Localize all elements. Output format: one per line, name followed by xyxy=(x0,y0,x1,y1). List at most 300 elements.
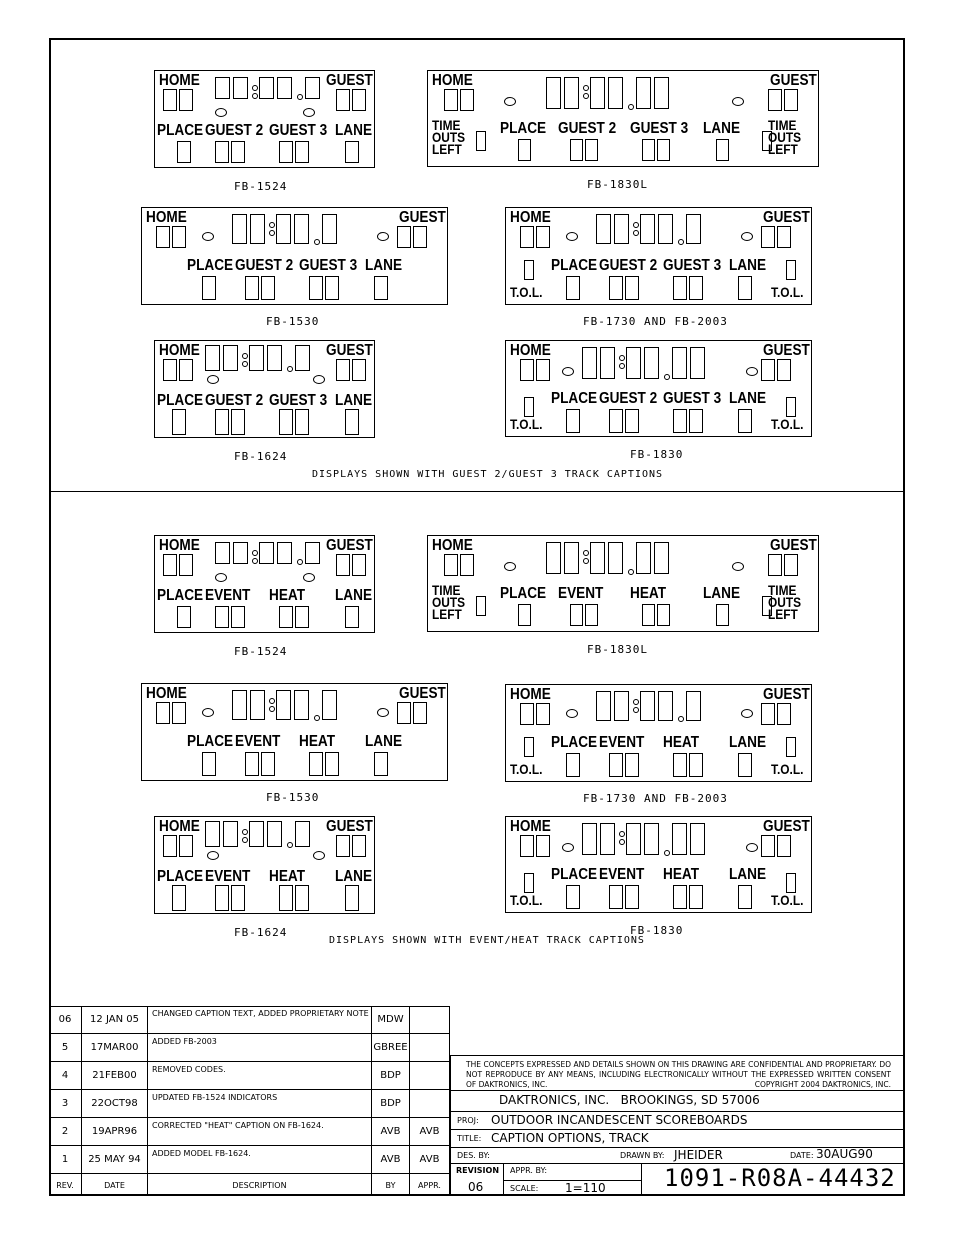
revision-date-cell xyxy=(82,1034,148,1061)
drawn-by-label: DRAWN BY: xyxy=(620,1151,665,1160)
rule xyxy=(450,1111,905,1112)
digit xyxy=(600,823,615,855)
tol-caption-right: T.O.L. xyxy=(771,892,804,908)
digit xyxy=(686,691,701,721)
project-name: OUTDOOR INCANDESCENT SCOREBOARDS xyxy=(491,1113,748,1127)
possession-indicator-icon xyxy=(202,232,214,241)
digit xyxy=(524,260,534,280)
proj-label: PROJ: xyxy=(457,1116,479,1125)
scoreboard xyxy=(427,535,819,632)
digit xyxy=(609,885,623,909)
model-label: FB-1524 xyxy=(234,645,288,658)
guest-caption: GUEST xyxy=(326,342,373,359)
track-caption: HEAT xyxy=(630,585,667,602)
digit xyxy=(644,823,659,855)
guest-caption: GUEST xyxy=(399,209,446,226)
digit xyxy=(205,821,220,847)
scale-label: SCALE: xyxy=(510,1184,539,1193)
revision-date-cell xyxy=(82,1118,148,1145)
revision-rev-cell xyxy=(49,1118,82,1145)
digit xyxy=(295,409,309,435)
digit xyxy=(524,397,534,417)
digit xyxy=(625,276,639,300)
digit xyxy=(215,409,229,435)
colon-dot xyxy=(583,93,589,99)
digit xyxy=(309,276,323,300)
home-caption: HOME xyxy=(510,209,551,226)
model-label: FB-1524 xyxy=(234,180,288,193)
digit xyxy=(582,823,597,855)
tol-caption-left: T.O.L. xyxy=(510,416,543,432)
revision-rev: 2 xyxy=(61,1126,69,1137)
colon-dot xyxy=(633,699,639,705)
revision-header-by xyxy=(372,1174,410,1196)
tol-caption-left: T.O.L. xyxy=(510,284,543,300)
possession-indicator-icon xyxy=(566,232,578,241)
revision-rev-cell xyxy=(49,1090,82,1117)
revision-rev: 4 xyxy=(61,1070,69,1081)
digit xyxy=(345,606,359,628)
digit xyxy=(345,409,359,435)
model-label: FB-1830 xyxy=(630,448,684,461)
possession-indicator-icon xyxy=(303,573,315,582)
model-label: FB-1530 xyxy=(266,791,320,804)
digit xyxy=(761,703,775,725)
digit xyxy=(267,821,282,847)
digit xyxy=(520,703,534,725)
digit xyxy=(609,276,623,300)
digit xyxy=(738,409,752,433)
track-caption: GUEST 3 xyxy=(269,122,328,139)
home-caption: HOME xyxy=(146,209,187,226)
possession-indicator-icon xyxy=(207,851,219,860)
scoreboard xyxy=(154,816,375,914)
digit xyxy=(570,604,583,626)
title-label: TITLE: xyxy=(457,1134,482,1143)
digit xyxy=(215,77,230,99)
tol-caption-right: T.O.L. xyxy=(771,761,804,777)
digit xyxy=(259,542,274,564)
revision-by: BDP xyxy=(380,1070,401,1081)
digit xyxy=(716,139,729,161)
track-caption: PLACE xyxy=(157,122,204,139)
section-divider xyxy=(49,491,905,492)
track-caption: LANE xyxy=(703,585,741,602)
digit xyxy=(654,77,669,109)
revision-description: ADDED FB-2003 xyxy=(152,1037,217,1046)
revision-header-appr xyxy=(410,1174,450,1196)
home-caption: HOME xyxy=(432,72,473,89)
revision-date: 17MAR00 xyxy=(90,1042,139,1053)
track-caption: HEAT xyxy=(663,734,700,751)
track-caption: LANE xyxy=(729,866,767,883)
digit xyxy=(768,554,782,576)
revision-header-label: REV. xyxy=(56,1180,74,1190)
track-caption: HEAT xyxy=(299,733,336,750)
digit xyxy=(686,214,701,244)
digit xyxy=(657,604,670,626)
guest-caption: GUEST xyxy=(763,686,810,703)
model-label: FB-1624 xyxy=(234,926,288,939)
revision-label: REVISION xyxy=(456,1166,500,1175)
digit xyxy=(295,821,310,847)
digit xyxy=(460,554,474,576)
guest-caption: GUEST xyxy=(763,209,810,226)
digit xyxy=(295,345,310,371)
track-caption: PLACE xyxy=(187,733,234,750)
track-caption: PLACE xyxy=(551,390,598,407)
digit xyxy=(642,604,655,626)
revision-rev: 06 xyxy=(58,1014,72,1025)
digit xyxy=(761,835,775,857)
digit xyxy=(295,885,309,911)
digit xyxy=(625,885,639,909)
guest-caption: GUEST xyxy=(326,537,373,554)
digit xyxy=(784,89,798,111)
track-caption: HEAT xyxy=(663,866,700,883)
confidential-notice xyxy=(466,1060,891,1090)
digit xyxy=(325,752,339,776)
guest-caption: GUEST xyxy=(770,72,817,89)
colon-dot xyxy=(242,837,248,843)
digit xyxy=(336,359,350,381)
digit xyxy=(245,276,259,300)
revision-header-label: APPR. xyxy=(418,1180,441,1190)
digit xyxy=(179,89,193,111)
digit xyxy=(636,77,651,109)
revision-date-cell xyxy=(82,1006,148,1033)
revision-by: BDP xyxy=(380,1098,401,1109)
track-caption: PLACE xyxy=(551,257,598,274)
home-caption: HOME xyxy=(510,686,551,703)
digit xyxy=(352,554,366,576)
track-caption: GUEST 2 xyxy=(205,392,264,409)
revision-appr: AVB xyxy=(419,1126,440,1137)
revision-description-cell xyxy=(148,1090,372,1117)
colon-dot xyxy=(297,94,303,100)
revision-appr-cell xyxy=(410,1146,450,1173)
digit xyxy=(277,542,292,564)
home-caption: HOME xyxy=(146,685,187,702)
digit xyxy=(336,554,350,576)
digit xyxy=(305,542,320,564)
possession-indicator-icon xyxy=(215,573,227,582)
digit xyxy=(163,554,177,576)
possession-indicator-icon xyxy=(504,562,516,571)
digit xyxy=(608,542,623,574)
digit xyxy=(689,885,703,909)
track-caption: LANE xyxy=(729,390,767,407)
track-caption: LANE xyxy=(335,868,373,885)
revision-header-rev xyxy=(49,1174,82,1196)
digit xyxy=(231,141,245,163)
colon-dot xyxy=(583,550,589,556)
scale-value: 1=110 xyxy=(565,1181,606,1195)
revision-by-cell xyxy=(372,1006,410,1033)
digit xyxy=(657,139,670,161)
scoreboard xyxy=(141,683,448,781)
revision-description-cell xyxy=(148,1146,372,1173)
revision-header-label: DESCRIPTION xyxy=(232,1180,287,1190)
bottom-section-caption: DISPLAYS SHOWN WITH EVENT/HEAT TRACK CAPTIONS xyxy=(329,935,645,946)
digit xyxy=(374,752,388,776)
track-caption: GUEST 2 xyxy=(558,120,617,137)
digit xyxy=(786,873,796,893)
guest-caption: GUEST xyxy=(770,537,817,554)
colon-dot xyxy=(619,839,625,845)
track-caption: EVENT xyxy=(205,587,251,604)
digit xyxy=(658,691,673,721)
tol-caption-right: TIME OUTS LEFT xyxy=(768,582,802,622)
digit xyxy=(309,752,323,776)
colon-dot xyxy=(633,230,639,236)
revision-description: CORRECTED "HEAT" CAPTION ON FB-1624. xyxy=(152,1121,324,1130)
track-caption: LANE xyxy=(729,734,767,751)
digit xyxy=(322,214,337,244)
digit xyxy=(172,226,186,248)
digit xyxy=(231,885,245,911)
digit xyxy=(156,702,170,724)
digit xyxy=(172,885,186,911)
track-caption: LANE xyxy=(335,587,373,604)
track-caption: GUEST 2 xyxy=(235,257,294,274)
track-caption: EVENT xyxy=(558,585,604,602)
home-caption: HOME xyxy=(159,342,200,359)
colon-dot xyxy=(314,239,320,245)
revision-row xyxy=(49,1146,450,1174)
scoreboard xyxy=(505,684,812,782)
digit xyxy=(738,885,752,909)
revision-rev-cell xyxy=(49,1062,82,1089)
possession-indicator-icon xyxy=(562,843,574,852)
digit xyxy=(233,77,248,99)
digit xyxy=(215,141,229,163)
possession-indicator-icon xyxy=(207,375,219,384)
scoreboard xyxy=(154,340,375,438)
digit xyxy=(636,542,651,574)
digit xyxy=(761,359,775,381)
digit xyxy=(625,409,639,433)
possession-indicator-icon xyxy=(215,108,227,117)
appr-by-label: APPR. BY: xyxy=(510,1166,548,1175)
digit xyxy=(609,409,623,433)
des-by-label: DES. BY: xyxy=(457,1151,490,1160)
digit xyxy=(570,139,583,161)
digit xyxy=(279,885,293,911)
digit xyxy=(777,703,791,725)
possession-indicator-icon xyxy=(562,367,574,376)
digit xyxy=(172,702,186,724)
scoreboard xyxy=(505,816,812,913)
revision-rev-cell xyxy=(49,1034,82,1061)
track-caption: PLACE xyxy=(500,585,547,602)
digit xyxy=(738,753,752,777)
digit xyxy=(566,885,580,909)
revision-description-cell xyxy=(148,1062,372,1089)
colon-dot xyxy=(678,716,684,722)
digit xyxy=(566,409,580,433)
track-caption: HEAT xyxy=(269,587,306,604)
revision-date: 21FEB00 xyxy=(92,1070,137,1081)
colon-dot xyxy=(678,239,684,245)
colon-dot xyxy=(242,829,248,835)
tol-caption-left: TIME OUTS LEFT xyxy=(432,582,466,622)
revision-rev: 3 xyxy=(61,1098,69,1109)
digit xyxy=(644,347,659,379)
colon-dot xyxy=(628,104,634,110)
digit xyxy=(259,77,274,99)
digit xyxy=(690,823,705,855)
home-caption: HOME xyxy=(159,72,200,89)
digit xyxy=(202,752,216,776)
track-caption: GUEST 2 xyxy=(599,390,658,407)
colon-dot xyxy=(619,355,625,361)
digit xyxy=(215,885,229,911)
digit xyxy=(249,821,264,847)
digit xyxy=(520,226,534,248)
tol-caption-right: T.O.L. xyxy=(771,416,804,432)
colon-dot xyxy=(252,93,258,99)
revision-row xyxy=(49,1034,450,1062)
digit xyxy=(614,691,629,721)
scoreboard xyxy=(141,207,448,305)
digit xyxy=(179,554,193,576)
digit xyxy=(279,409,293,435)
colon-dot xyxy=(252,550,258,556)
revision-by-cell xyxy=(372,1062,410,1089)
model-label: FB-1830 xyxy=(630,924,684,937)
digit xyxy=(295,606,309,628)
digit xyxy=(564,77,579,109)
rule xyxy=(450,1090,905,1091)
digit xyxy=(374,276,388,300)
revision-row xyxy=(49,1062,450,1090)
digit xyxy=(205,345,220,371)
top-section-caption: DISPLAYS SHOWN WITH GUEST 2/GUEST 3 TRACK CAPTIONS xyxy=(312,469,664,480)
digit xyxy=(786,737,796,757)
tol-caption-left: TIME OUTS LEFT xyxy=(432,117,466,157)
digit xyxy=(177,141,191,163)
track-caption: GUEST 3 xyxy=(630,120,689,137)
track-caption: EVENT xyxy=(599,734,645,751)
digit xyxy=(786,260,796,280)
revision-description-cell xyxy=(148,1006,372,1033)
possession-indicator-icon xyxy=(732,562,744,571)
digit xyxy=(518,139,531,161)
digit xyxy=(336,835,350,857)
revision-rev: 5 xyxy=(61,1042,69,1053)
revision-row xyxy=(49,1090,450,1118)
tol-caption-left: T.O.L. xyxy=(510,892,543,908)
colon-dot xyxy=(242,361,248,367)
digit xyxy=(689,753,703,777)
track-caption: EVENT xyxy=(599,866,645,883)
digit xyxy=(777,226,791,248)
digit xyxy=(590,542,605,574)
colon-dot xyxy=(297,559,303,565)
digit xyxy=(276,214,291,244)
digit xyxy=(231,409,245,435)
scoreboard xyxy=(505,207,812,305)
digit xyxy=(536,359,550,381)
colon-dot xyxy=(628,569,634,575)
revision-by: MDW xyxy=(377,1014,404,1025)
digit xyxy=(520,359,534,381)
digit xyxy=(444,89,458,111)
digit xyxy=(596,214,611,244)
digit xyxy=(250,214,265,244)
possession-indicator-icon xyxy=(377,708,389,717)
guest-caption: GUEST xyxy=(763,818,810,835)
digit xyxy=(626,823,641,855)
digit xyxy=(654,542,669,574)
digit xyxy=(336,89,350,111)
possession-indicator-icon xyxy=(566,709,578,718)
revision-header-description xyxy=(148,1174,372,1196)
digit xyxy=(267,345,282,371)
revision-number: 06 xyxy=(468,1180,484,1194)
digit xyxy=(202,276,216,300)
digit xyxy=(352,359,366,381)
digit xyxy=(460,89,474,111)
colon-dot xyxy=(252,558,258,564)
revision-header-label: DATE xyxy=(104,1180,125,1190)
digit xyxy=(608,77,623,109)
colon-dot xyxy=(583,558,589,564)
rule xyxy=(450,1129,905,1130)
company-name: DAKTRONICS, INC. BROOKINGS, SD 57006 xyxy=(499,1093,760,1107)
digit xyxy=(738,276,752,300)
digit xyxy=(261,276,275,300)
revision-description: UPDATED FB-1524 INDICATORS xyxy=(152,1093,278,1102)
colon-dot xyxy=(269,230,275,236)
digit xyxy=(564,542,579,574)
drawing-number: 1091-R08A-44432 xyxy=(664,1164,896,1192)
revision-row xyxy=(49,1006,450,1034)
digit xyxy=(232,214,247,244)
digit xyxy=(345,141,359,163)
scoreboard xyxy=(427,70,819,167)
digit xyxy=(413,702,427,724)
possession-indicator-icon xyxy=(202,708,214,717)
guest-caption: GUEST xyxy=(326,72,373,89)
digit xyxy=(233,542,248,564)
revision-by-cell xyxy=(372,1034,410,1061)
track-caption: GUEST 3 xyxy=(663,257,722,274)
scoreboard xyxy=(505,340,812,437)
revision-description: REMOVED CODES. xyxy=(152,1065,226,1074)
digit xyxy=(536,835,550,857)
revision-rev: 1 xyxy=(61,1154,69,1165)
digit xyxy=(690,347,705,379)
scoreboard xyxy=(154,70,375,168)
digit xyxy=(223,821,238,847)
revision-date: 25 MAY 94 xyxy=(88,1154,141,1165)
digit xyxy=(476,596,486,616)
tol-caption-left: T.O.L. xyxy=(510,761,543,777)
colon-dot xyxy=(664,850,670,856)
model-label: FB-1830L xyxy=(587,178,648,191)
possession-indicator-icon xyxy=(313,375,325,384)
model-label: FB-1730 AND FB-2003 xyxy=(583,315,728,328)
digit xyxy=(716,604,729,626)
home-caption: HOME xyxy=(510,818,551,835)
model-label: FB-1530 xyxy=(266,315,320,328)
digit xyxy=(762,131,772,151)
colon-dot xyxy=(287,366,293,372)
track-caption: PLACE xyxy=(157,587,204,604)
revision-date-cell xyxy=(82,1146,148,1173)
